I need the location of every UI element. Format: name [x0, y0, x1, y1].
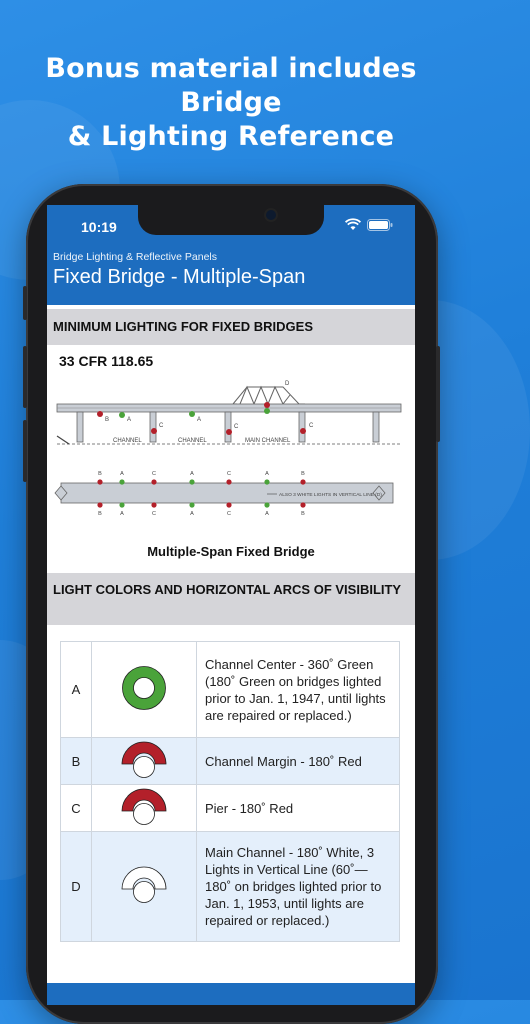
- white-semicircle-icon: [118, 865, 170, 905]
- svg-text:A: A: [265, 511, 269, 517]
- row-description: Pier - 180˚ Red: [197, 785, 400, 832]
- svg-text:A: A: [190, 471, 194, 477]
- svg-text:A: A: [120, 471, 124, 477]
- nav-subtitle[interactable]: Bridge Lighting & Reflective Panels: [53, 251, 218, 263]
- svg-text:C: C: [152, 471, 156, 477]
- row-letter: A: [61, 642, 92, 738]
- table-row: [61, 738, 400, 785]
- table-row: [61, 785, 400, 832]
- row-letter: D: [61, 832, 92, 942]
- figure-caption: Multiple-Span Fixed Bridge: [147, 544, 315, 559]
- svg-text:A: A: [265, 471, 269, 477]
- svg-text:B: B: [98, 471, 102, 477]
- side-button: [23, 420, 27, 482]
- label-main-channel: MAIN CHANNEL: [245, 438, 291, 444]
- label-channel-mid: CHANNEL: [178, 438, 207, 444]
- table-row: [61, 832, 400, 942]
- wifi-icon: [345, 219, 361, 231]
- nav-title: Fixed Bridge - Multiple-Span: [53, 266, 306, 288]
- row-description: Channel Center - 360˚ Green (180˚ Green on bridges lighted prior to Jan. 1, 1947, until lights are repaired or replaced.): [197, 642, 400, 738]
- row-letter: B: [61, 738, 92, 785]
- row-letter: C: [61, 785, 92, 832]
- label-channel-left: CHANNEL: [113, 438, 142, 444]
- svg-text:B: B: [301, 511, 305, 517]
- nav-bar: [47, 247, 415, 305]
- side-button: [23, 346, 27, 408]
- row-description: Main Channel - 180˚ White, 3 Lights in Vertical Line (60˚—180˚ on bridges lighted prior to Jan. 1, 1953, until lights are repaired or replaced.): [197, 832, 400, 942]
- bottom-toolbar: [47, 983, 415, 1005]
- svg-text:A: A: [197, 417, 202, 423]
- cfr-reference: 33 CFR 118.65: [59, 353, 154, 369]
- battery-icon: [367, 219, 393, 231]
- headline-line-2: & Lighting Reference: [67, 121, 395, 152]
- promo-headline: [0, 52, 462, 154]
- svg-text:C: C: [152, 511, 156, 517]
- svg-text:C: C: [309, 423, 314, 429]
- green-ring-icon: [120, 664, 168, 712]
- side-button: [23, 286, 27, 320]
- svg-text:A: A: [120, 511, 124, 517]
- status-time: 10:19: [81, 219, 117, 235]
- row-description: Channel Margin - 180˚ Red: [197, 738, 400, 785]
- svg-text:D: D: [285, 381, 290, 387]
- svg-text:C: C: [234, 424, 239, 430]
- label-vertical-lights-note: ALSO 3 WHITE LIGHTS IN VERTICAL LINE (D): [279, 493, 382, 498]
- bridge-diagram: [47, 373, 415, 517]
- svg-text:B: B: [98, 511, 102, 517]
- svg-text:C: C: [227, 471, 231, 477]
- section-header-minimum-lighting: [47, 309, 415, 345]
- content-area[interactable]: [47, 305, 415, 1005]
- section-header-light-colors: [47, 573, 415, 625]
- phone-notch: [138, 205, 324, 235]
- side-button: [436, 346, 440, 442]
- app-screen: [47, 205, 415, 1005]
- svg-text:C: C: [159, 423, 164, 429]
- red-semicircle-icon: [118, 787, 170, 827]
- svg-text:B: B: [105, 417, 110, 423]
- light-colors-table: [60, 641, 400, 942]
- table-row: [61, 642, 400, 738]
- red-semicircle-icon: [118, 740, 170, 780]
- svg-text:A: A: [190, 511, 194, 517]
- svg-text:A: A: [127, 417, 132, 423]
- section-header-label: MINIMUM LIGHTING FOR FIXED BRIDGES: [53, 319, 313, 334]
- headline-line-1: Bonus material includes Bridge: [45, 53, 417, 118]
- camera-icon: [266, 210, 276, 220]
- svg-text:B: B: [301, 471, 305, 477]
- svg-text:C: C: [227, 511, 231, 517]
- status-icons: [345, 219, 393, 231]
- section-header-label: LIGHT COLORS AND HORIZONTAL ARCS OF VISIBILITY: [53, 582, 402, 597]
